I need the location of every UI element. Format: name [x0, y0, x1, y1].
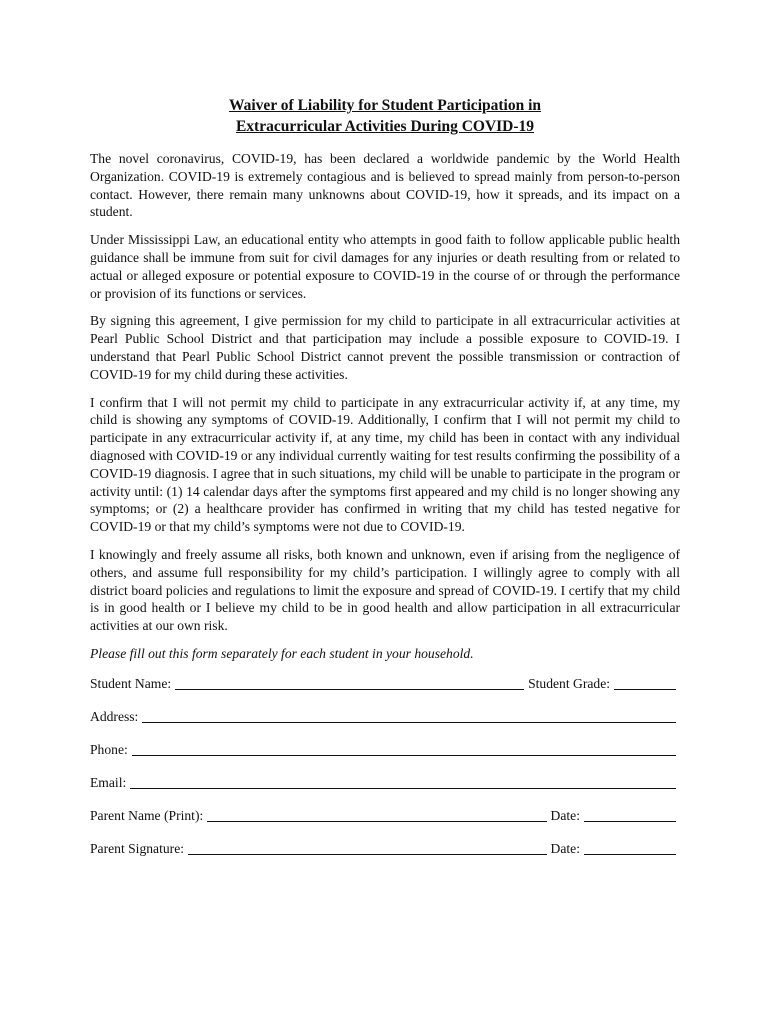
student-grade-field[interactable]: [614, 675, 676, 690]
address-row: [90, 707, 680, 725]
student-grade-label: Student Grade:: [528, 675, 610, 691]
paragraph-permission: By signing this agreement, I give permission for my child to participate in all extracurricular activities at Pearl Public School District and that participation may include a possible exposure to COVID-19. I understand that Pearl Public School District cannot prevent the possible transmission or contraction of COVID-19 for my child during these activities.: [90, 313, 680, 382]
address-field[interactable]: [142, 708, 676, 723]
email-field[interactable]: [130, 774, 676, 789]
paragraph-pandemic: The novel coronavirus, COVID-19, has been declared a worldwide pandemic by the World Health Organization. COVID-19 is extremely contagious and is believed to spread mainly from person-to-person contact. However, there remain many unknowns about COVID-19, how it spreads, and its impact on a student.: [90, 151, 680, 220]
title-line-2: Extracurricular Activities During COVID-19: [235, 118, 535, 135]
phone-label: Phone:: [90, 741, 128, 757]
student-name-label: Student Name:: [90, 675, 172, 691]
student-name-row: [90, 674, 680, 692]
page-title: [90, 95, 680, 137]
student-name-field[interactable]: [175, 675, 524, 690]
paragraph-mississippi-law: Under Mississippi Law, an educational entity who attempts in good faith to follow applicable public health guidance shall be immune from suit for civil damages for any injuries or death resulting from or related to actual or alleged exposure or potential exposure to COVID-19 in the course of or through the performance or provision of its functions or services.: [90, 232, 680, 301]
parent-name-date-field[interactable]: [584, 807, 676, 822]
parent-name-row: [90, 806, 680, 824]
parent-signature-date-field[interactable]: [584, 840, 676, 855]
parent-signature-field[interactable]: [188, 840, 547, 855]
paragraph-symptoms: I confirm that I will not permit my child to participate in any extracurricular activity if, at any time, my child is showing any symptoms of COVID-19. Additionally, I confirm that I will not permit my child to participate in any extracurricular activity if, at any time, my child has been in contact with any individual diagnosed with COVID-19 or any individual currently waiting for test results confirming the possibility of a COVID-19 diagnosis. I agree that in such situations, my child will be unable to participate in the program or activity until: (1) 14 calendar days after the symptoms first appeared and my child is no longer showing any symptoms; or (2) a healthcare provider has confirmed in writing that my child has tested negative for COVID-19 or that my child’s symptoms were not due to COVID-19.: [90, 394, 680, 535]
waiver-page: [90, 95, 680, 872]
address-label: Address:: [90, 708, 139, 724]
parent-signature-date-label: Date:: [550, 840, 580, 856]
parent-name-label: Parent Name (Print):: [90, 807, 204, 823]
instruction-note: Please fill out this form separately for each student in your household.: [90, 645, 474, 661]
email-label: Email:: [90, 774, 127, 790]
email-row: [90, 773, 680, 791]
parent-name-field[interactable]: [207, 807, 546, 822]
parent-signature-row: [90, 839, 680, 857]
title-line-1: Waiver of Liability for Student Participation in: [228, 97, 542, 114]
parent-name-date-label: Date:: [550, 807, 580, 823]
paragraph-assume-risk: I knowingly and freely assume all risks, both known and unknown, even if arising from the negligence of others, and assume full responsibility for my child’s participation. I willingly agree to comply with all district board policies and regulations to limit the exposure and spread of COVID-19. I certify that my child is in good health or I believe my child to be in good health and allow participation in all extracurricular activities at our own risk.: [90, 546, 680, 634]
parent-signature-label: Parent Signature:: [90, 840, 185, 856]
phone-row: [90, 740, 680, 758]
phone-field[interactable]: [132, 741, 676, 756]
